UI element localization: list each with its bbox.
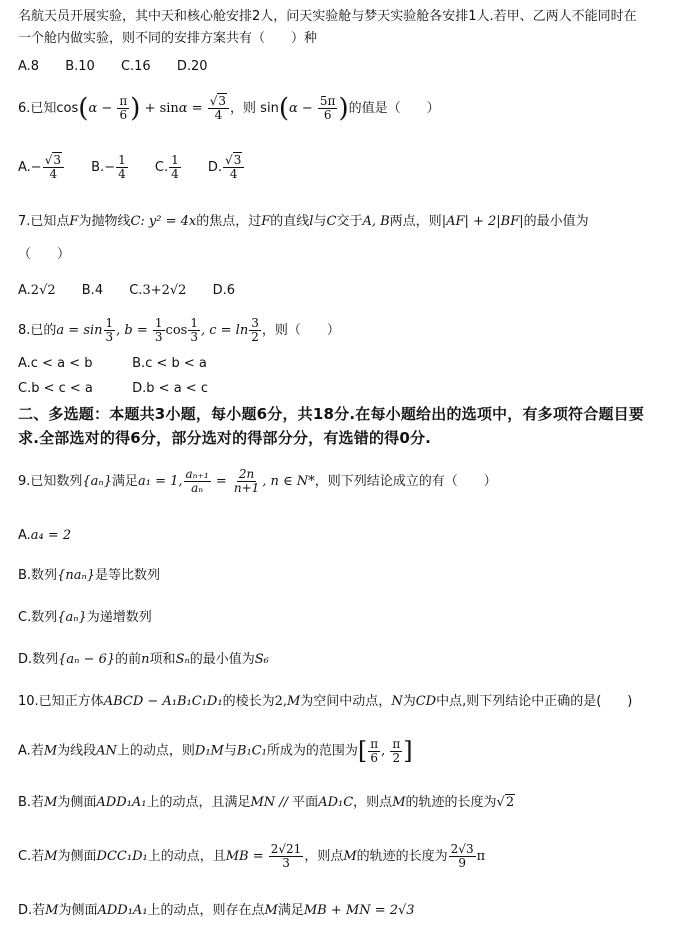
q6-options (18, 150, 684, 186)
q7-l: l (309, 214, 314, 229)
q6-stem (18, 92, 684, 126)
q7-stem (18, 213, 684, 231)
q8-frac-2: $\frac{1}{3}$ (154, 316, 163, 344)
q10-option-b: B.若M为侧面ADD₁A₁上的动点，且满足MN // 平面AD₁C，则点M的轨迹的长度为√2 (18, 795, 515, 810)
q7-option-b: B.4 (81, 283, 104, 298)
q6-tail: 的值是（ ） (348, 101, 440, 116)
q6-prefix: 6.已知cos (18, 101, 79, 116)
q9-ratio: $\frac{\text{aₙ₊₁}}{\text{aₙ}}$ (185, 467, 209, 495)
q6-pi-over-6: $\frac{\pi}{6}$ (119, 94, 128, 122)
q5-option-a: A.8 (18, 59, 40, 74)
q5-option-c: C.16 (120, 59, 151, 74)
q7-text1: 为抛物线 (78, 214, 131, 229)
q7-F: F (69, 214, 79, 229)
q7-AB: A, B (362, 214, 390, 229)
q8-a-def: a = sin (56, 323, 103, 338)
q7-option-a: A.2√2 (18, 283, 56, 298)
q9-n-in: , n ∈ N* (262, 474, 315, 489)
q8-stem (18, 314, 684, 348)
q5-options (18, 58, 684, 76)
q8-option-a: A.c < a < b (18, 356, 93, 371)
q6-option-a: A.− $\frac{√3}{4}$ (18, 150, 65, 186)
q5-stem-line1: 名航天员开展实验，其中天和核心舱安排2人，问天实验舱与梦天实验舱各安排1人.若甲、乙两人不能同时在 (18, 9, 637, 24)
q8-frac-3: $\frac{1}{3}$ (190, 316, 198, 344)
q6-minus: − (97, 101, 117, 116)
q8-option-d: D.b < a < c (132, 381, 208, 396)
q6-then: ，则 sin (230, 101, 279, 116)
section2-heading-line2: 求.全部选对的得6分，部分选对的得部分分，有选错的得0分. (18, 429, 432, 447)
q7-prefix: 7.已知点 (18, 214, 70, 229)
q8-c-def: , c = ln (200, 323, 249, 338)
q7-option-d: D.6 (212, 283, 236, 298)
q8-options-row2 (18, 380, 684, 398)
q10-option-d: D.若M为侧面ADD₁A₁上的动点，则存在点M满足MB + MN = 2√3 (18, 903, 415, 918)
q9-option-d: D.数列{aₙ − 6}的前n项和Sₙ的最小值为S₆ (18, 652, 269, 667)
q6-sqrt3-over-4: $\frac{√3}{4}$ (208, 95, 229, 122)
q8-option-b: B.c < b < a (132, 356, 207, 371)
q7-text3: 的直线 (270, 214, 310, 229)
q7-text4: 与 (313, 214, 327, 229)
q6-open-paren: ( (78, 93, 89, 124)
q8-tail: ，则（ ） (261, 323, 340, 338)
q7-text2: 的焦点，过 (196, 214, 262, 229)
section2-heading-line1: 二、多选题：本题共3小题，每小题6分，共18分.在每小题给出的选项中，有多项符合题目要 (18, 405, 645, 423)
q6-alpha-3: α (288, 101, 298, 116)
q5-option-b: B.10 (65, 59, 95, 74)
q7-blank: （ ） (18, 247, 71, 262)
q7-text7: 的最小值为 (523, 214, 589, 229)
q6-plus-sin: + sin (140, 101, 179, 116)
q8-b-def: , b = (116, 323, 152, 338)
q9-prefix: 9.已知数列 (18, 474, 83, 489)
q6-5pi-over-6: $\frac{5\pi}{6}$ (319, 94, 336, 122)
q7-parabola: C: y² = 4x (130, 214, 197, 229)
q9-tail: ，则下列结论成立的有（ ） (314, 474, 497, 489)
q5-stem-line2: 一个舱内做实验，则不同的安排方案共有（ ）种 (18, 31, 318, 46)
q8-prefix: 8.已的 (18, 323, 57, 338)
q9-option-b: B.数列{naₙ}是等比数列 (18, 568, 161, 583)
q7-text5: 交于 (336, 214, 363, 229)
q7-options (18, 282, 684, 300)
q5-option-d: D.20 (176, 59, 208, 74)
q6-option-b: B.− $\frac{1}{4}$ (91, 153, 126, 181)
q8-option-c: C.b < c < a (18, 381, 93, 396)
q7-C: C (326, 214, 337, 229)
q6-close-paren: ) (130, 93, 141, 124)
q6-option-c: C. $\frac{1}{4}$ (154, 153, 179, 181)
q9-eq: = (211, 474, 231, 489)
q6-close-paren-2: ) (338, 93, 349, 124)
q7-option-c: C.3+2√2 (129, 283, 187, 298)
q7-text6: 两点，则 (389, 214, 442, 229)
q9-option-a: A.a₄ = 2 (18, 528, 72, 543)
q8-options-row1 (18, 355, 684, 373)
q6-alpha-2: α (178, 101, 188, 116)
q7-expr: |AF| + 2|BF| (441, 214, 524, 229)
q10-option-c: C.若M为侧面DCC₁D₁上的动点，且MB = $\frac{2√21}{3}$ ，则点M的轨迹的长度为 $\frac{2√3}{9}$ π (18, 842, 486, 870)
q9-stem (18, 464, 684, 500)
q10-stem: 10.已知正方体ABCD − A₁B₁C₁D₁的棱长为2,M为空间中动点，N为CD中点,则下列结论中正确的是( ) (18, 694, 633, 709)
q8-cos: cos (165, 323, 188, 338)
q6-option-d: D. $\frac{√3}{4}$ (208, 150, 245, 186)
q8-frac-1: $\frac{1}{3}$ (105, 316, 114, 344)
q8-frac-4: $\frac{3}{2}$ (251, 316, 259, 344)
q9-option-c: C.数列{aₙ}为递增数列 (18, 610, 152, 625)
q7-F-2: F (261, 214, 271, 229)
q9-2n-over-n1: $\frac{2n}{n+1}$ (233, 467, 260, 495)
q9-cond: 满足 (111, 474, 138, 489)
q9-seq: {aₙ} (82, 474, 112, 489)
q6-open-paren-2: ( (278, 93, 289, 124)
q6-minus-2: − (297, 101, 317, 116)
q10-option-a: A.若M为线段AN上的动点，则D₁M与B₁C₁所成为的范围为[ $\frac{\pi}{6}$ , $\frac{\pi}{2}$ ] (18, 736, 413, 765)
q9-a1: a₁ = 1, (137, 474, 183, 489)
q6-equals: = (187, 101, 207, 116)
q6-alpha: α (88, 101, 98, 116)
